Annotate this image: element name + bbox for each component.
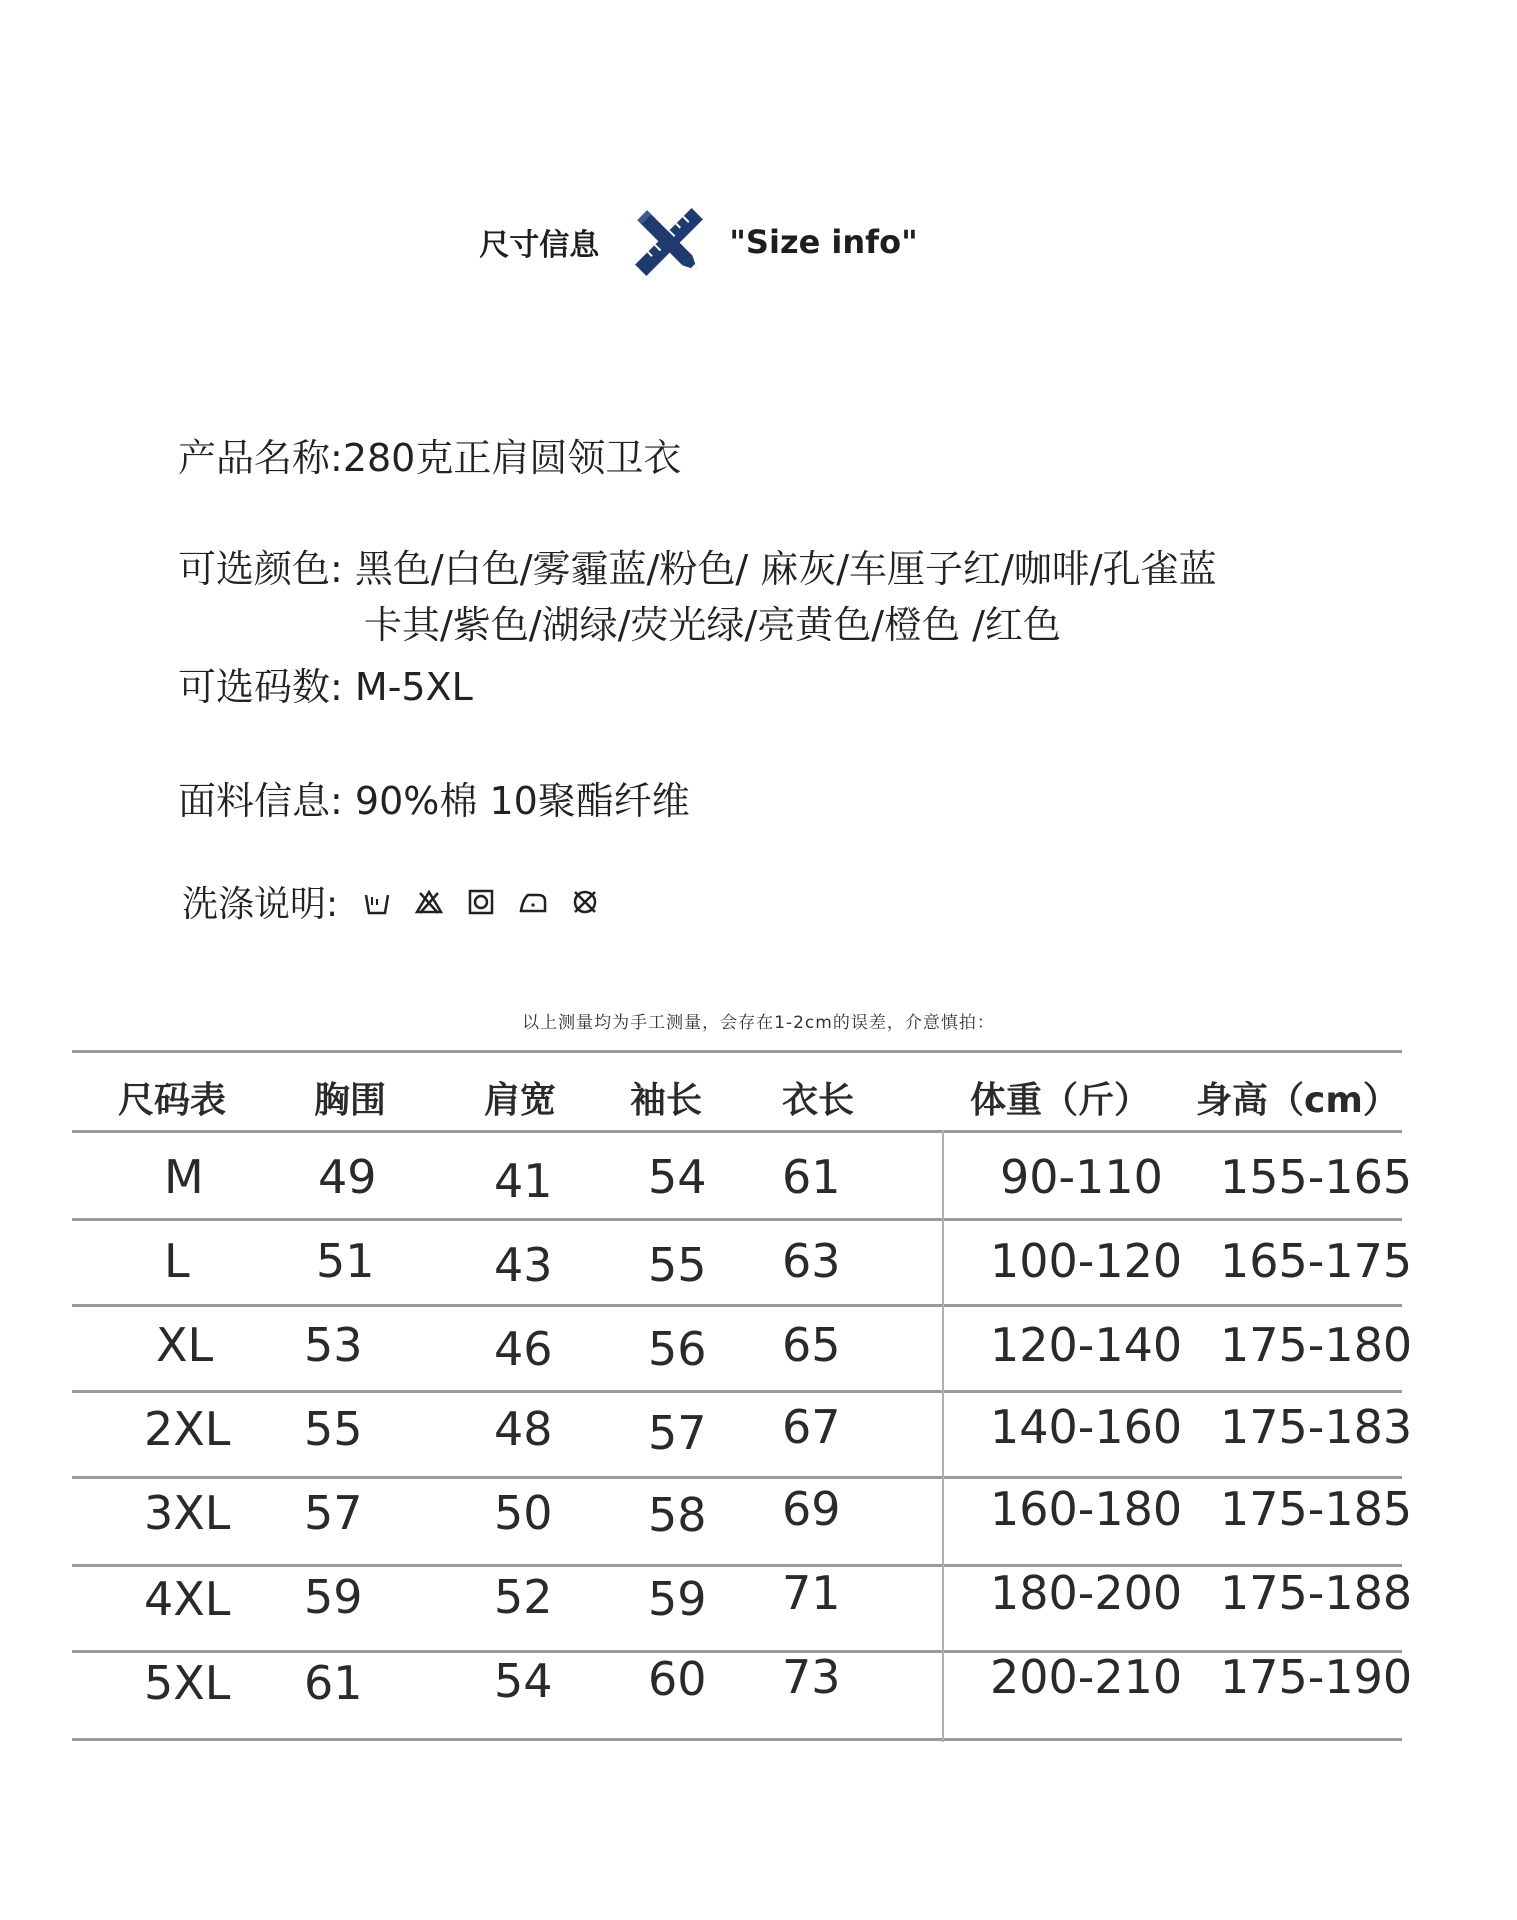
cell-height: 175-180 bbox=[1220, 1318, 1413, 1372]
wash-label: 洗涤说明: bbox=[182, 884, 339, 925]
row-divider bbox=[72, 1476, 1402, 1479]
cell-chest: 53 bbox=[304, 1318, 363, 1372]
cell-chest: 57 bbox=[304, 1486, 363, 1540]
cell-chest: 51 bbox=[316, 1234, 375, 1288]
no-bleach-icon bbox=[414, 887, 444, 917]
cell-weight: 140-160 bbox=[990, 1400, 1183, 1454]
cell-height: 165-175 bbox=[1220, 1234, 1413, 1288]
cell-height: 175-190 bbox=[1220, 1650, 1413, 1704]
header-height: 身高（cm） bbox=[1196, 1080, 1399, 1121]
size-info-title-cn: 尺寸信息 bbox=[479, 228, 600, 263]
cell-weight: 100-120 bbox=[990, 1234, 1183, 1288]
cell-shoulder: 41 bbox=[494, 1154, 553, 1208]
header-length: 衣长 bbox=[782, 1080, 855, 1121]
cell-chest: 55 bbox=[304, 1402, 363, 1456]
ruler-pencil-icon bbox=[627, 200, 711, 284]
cell-weight: 160-180 bbox=[990, 1482, 1183, 1536]
hand-wash-icon bbox=[362, 887, 392, 917]
cell-shoulder: 52 bbox=[494, 1570, 553, 1624]
colors-value-line1: 黑色/白色/雾霾蓝/粉色/ 麻灰/车厘子红/咖啡/孔雀蓝 bbox=[354, 547, 1217, 591]
row-divider bbox=[72, 1564, 1402, 1567]
product-name-label: 产品名称: bbox=[178, 436, 343, 480]
cell-shoulder: 46 bbox=[494, 1322, 553, 1376]
row-divider bbox=[72, 1390, 1402, 1393]
header-sleeve: 袖长 bbox=[630, 1080, 703, 1121]
cell-chest: 59 bbox=[304, 1570, 363, 1624]
tumble-dry-icon bbox=[466, 887, 496, 917]
colors-value-line2: 卡其/紫色/湖绿/荧光绿/亮黄色/橙色 /红色 bbox=[364, 603, 1061, 647]
cell-shoulder: 54 bbox=[494, 1654, 553, 1708]
cell-size: M bbox=[164, 1150, 204, 1204]
no-dry-clean-icon bbox=[570, 887, 600, 917]
cell-length: 71 bbox=[782, 1566, 841, 1620]
cell-sleeve: 55 bbox=[648, 1238, 707, 1292]
sizes-row bbox=[178, 656, 473, 711]
cell-chest: 61 bbox=[304, 1656, 363, 1710]
cell-length: 73 bbox=[782, 1650, 841, 1704]
cell-length: 69 bbox=[782, 1482, 841, 1536]
fabric-value: 90%棉 10聚酯纤维 bbox=[354, 779, 690, 823]
cell-sleeve: 60 bbox=[648, 1652, 707, 1706]
cell-weight: 90-110 bbox=[1000, 1150, 1163, 1204]
cell-height: 155-165 bbox=[1220, 1150, 1413, 1204]
cell-size: 4XL bbox=[144, 1572, 231, 1626]
table-bottom-border bbox=[72, 1738, 1402, 1741]
cell-size: XL bbox=[156, 1318, 214, 1372]
table-column-divider bbox=[942, 1130, 944, 1742]
cell-sleeve: 59 bbox=[648, 1572, 707, 1626]
cell-sleeve: 57 bbox=[648, 1406, 707, 1460]
header-chest: 胸围 bbox=[314, 1080, 387, 1121]
row-divider bbox=[72, 1650, 1402, 1653]
cell-size: 2XL bbox=[144, 1402, 231, 1456]
cell-length: 67 bbox=[782, 1400, 841, 1454]
cell-shoulder: 50 bbox=[494, 1486, 553, 1540]
cell-shoulder: 43 bbox=[494, 1238, 553, 1292]
cell-sleeve: 58 bbox=[648, 1488, 707, 1542]
product-name-value: 280克正肩圆领卫衣 bbox=[342, 436, 682, 480]
cell-size: 3XL bbox=[144, 1486, 231, 1540]
cell-chest: 49 bbox=[318, 1150, 377, 1204]
cell-shoulder: 48 bbox=[494, 1402, 553, 1456]
cell-sleeve: 56 bbox=[648, 1322, 707, 1376]
sizes-label: 可选码数: bbox=[178, 665, 343, 709]
fabric-row bbox=[178, 770, 690, 825]
colors-label: 可选颜色: bbox=[178, 547, 343, 591]
colors-row bbox=[178, 538, 1217, 593]
size-info-title-en: "Size info" bbox=[729, 223, 918, 261]
header-weight: 体重（斤） bbox=[970, 1080, 1151, 1121]
cell-size: 5XL bbox=[144, 1656, 231, 1710]
size-table bbox=[72, 1050, 1413, 1740]
row-divider bbox=[72, 1304, 1402, 1307]
product-name-row bbox=[178, 427, 681, 482]
wash-row bbox=[182, 876, 600, 927]
colors-row-2 bbox=[364, 594, 1061, 649]
cell-height: 175-183 bbox=[1220, 1400, 1413, 1454]
cell-height: 175-185 bbox=[1220, 1482, 1413, 1536]
cell-height: 175-188 bbox=[1220, 1566, 1413, 1620]
table-header-border bbox=[72, 1130, 1402, 1133]
cell-weight: 200-210 bbox=[990, 1650, 1183, 1704]
cell-weight: 120-140 bbox=[990, 1318, 1183, 1372]
row-divider bbox=[72, 1218, 1402, 1221]
size-info-header bbox=[0, 200, 1517, 284]
sizes-value: M-5XL bbox=[354, 665, 473, 709]
measurement-note: 以上测量均为手工测量，会存在1-2cm的误差，介意慎拍： bbox=[522, 1013, 995, 1033]
cell-sleeve: 54 bbox=[648, 1150, 707, 1204]
cell-weight: 180-200 bbox=[990, 1566, 1183, 1620]
cell-length: 61 bbox=[782, 1150, 841, 1204]
table-top-border bbox=[72, 1050, 1402, 1053]
cell-size: L bbox=[164, 1234, 190, 1288]
iron-icon bbox=[518, 887, 548, 917]
cell-length: 63 bbox=[782, 1234, 841, 1288]
wash-icons bbox=[362, 887, 600, 917]
header-shoulder: 肩宽 bbox=[484, 1080, 557, 1121]
header-size: 尺码表 bbox=[118, 1080, 227, 1121]
cell-length: 65 bbox=[782, 1318, 841, 1372]
fabric-label: 面料信息: bbox=[178, 779, 343, 823]
